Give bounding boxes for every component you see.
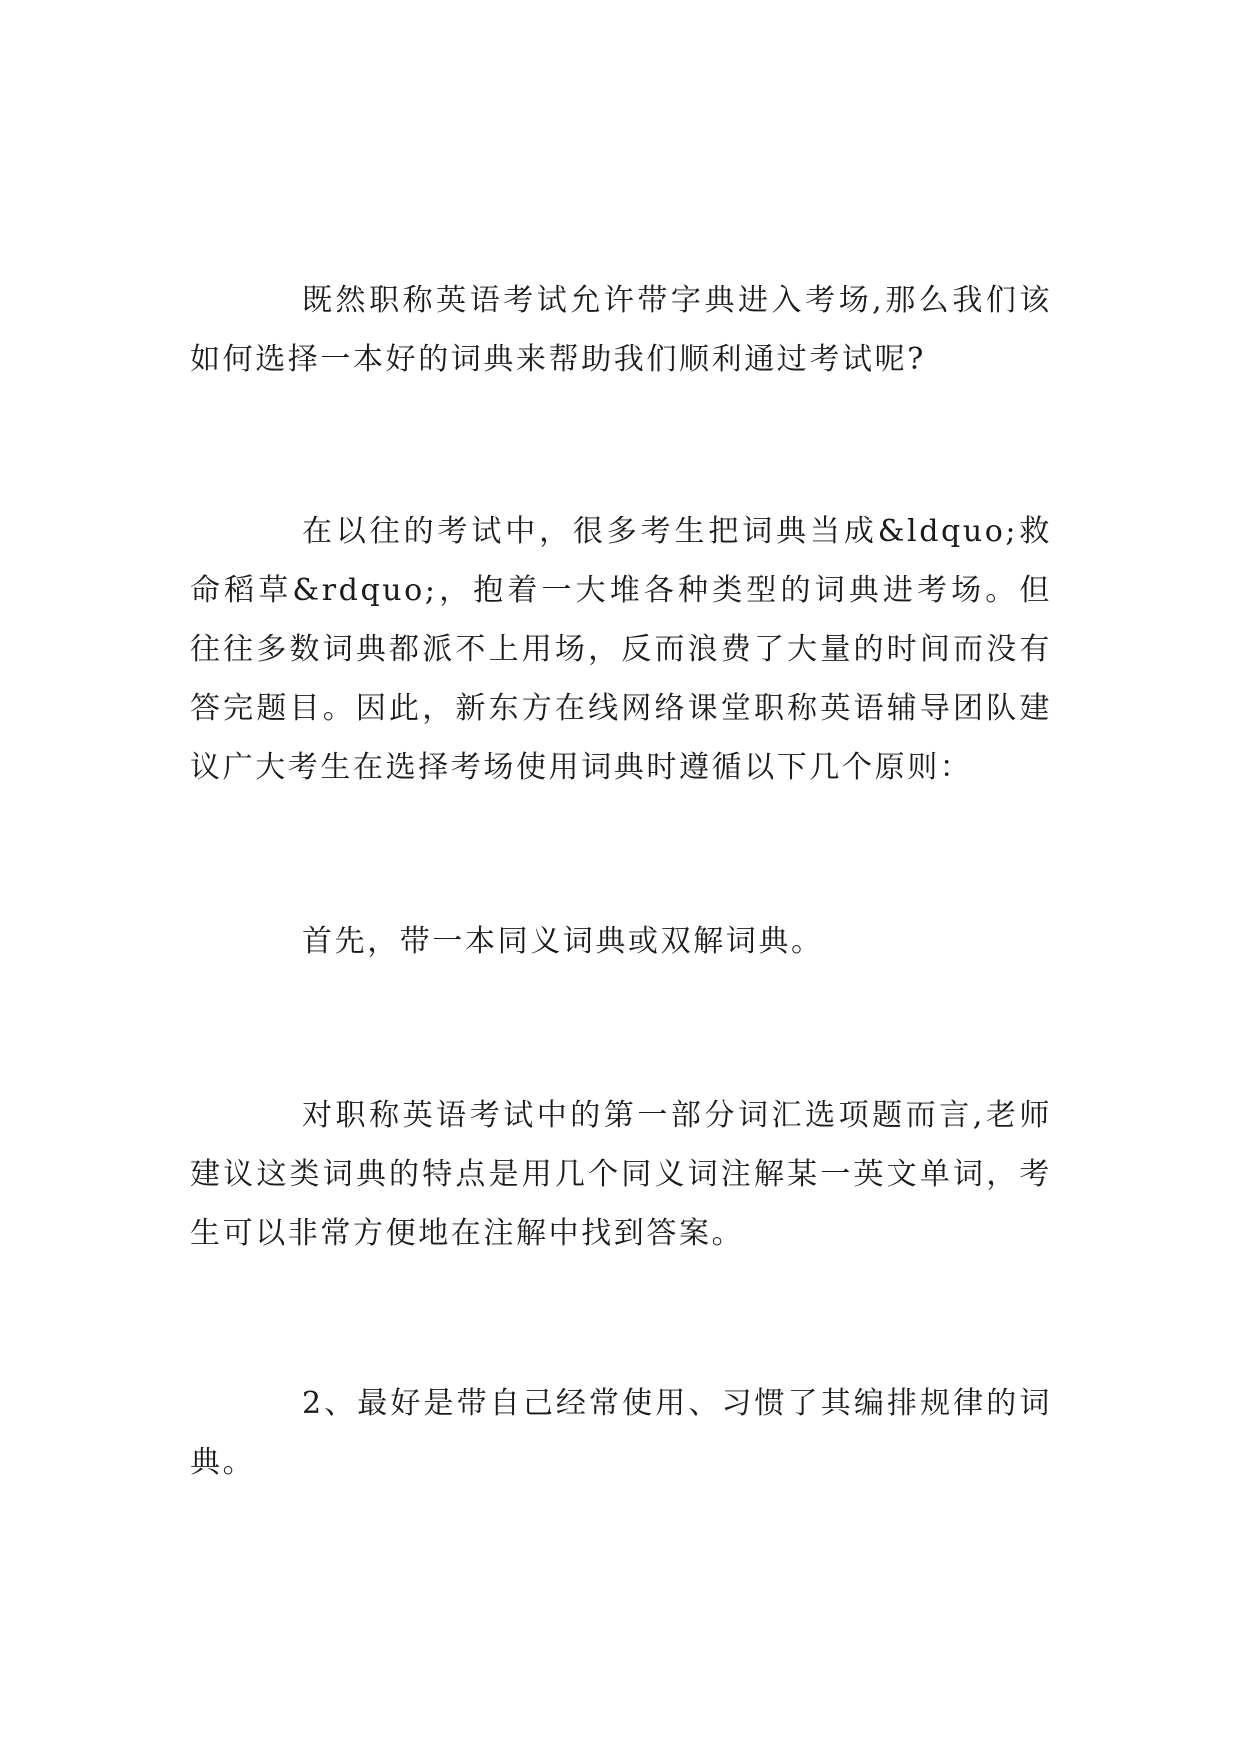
paragraph-principle-1: 首先，带一本同义词典或双解词典。 [302, 924, 824, 959]
paragraph-intro: 既然职称英语考试允许带字典进入考场,那么我们该如何选择一本好的词典来帮助我们顺利通过考试呢? [190, 283, 1052, 377]
paragraph-principle-1-detail: 对职称英语考试中的第一部分词汇选项题而言,老师建议这类词典的特点是用几个同义词注解某一英文单词，考生可以非常方便地在注解中找到答案。 [190, 1098, 1052, 1251]
paragraph-principle-2: 2、最好是带自己经常使用、习惯了其编排规律的词典。 [190, 1386, 1052, 1480]
paragraph-background: 在以往的考试中，很多考生把词典当成&ldquo;救命稻草&rdquo;，抱着一大堆各种类型的词典进考场。但往往多数词典都派不上用场，反而浪费了大量的时间而没有答完题目。因此，新东方在线网络课堂职称英语辅导团队建议广大考生在选择考场使用词典时遵循以下几个原则： [190, 514, 1052, 785]
